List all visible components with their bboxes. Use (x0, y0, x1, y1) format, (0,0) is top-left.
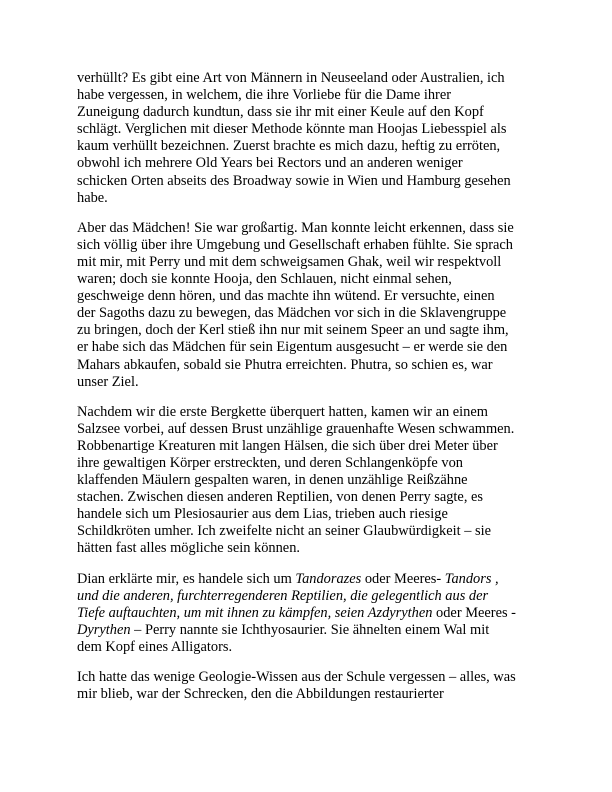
text-line (77, 669, 542, 686)
text-run: mir blieb, war der Schrecken, den die Abbildungen restaurierter (77, 686, 444, 703)
italic-run: und die anderen, furchterregenderen Reptilien, die gelegentlich aus der (77, 587, 489, 604)
text-line (77, 404, 542, 421)
text-line (77, 173, 542, 190)
text-run: stachen. Zwischen diesen anderen Reptilien, von denen Perry sagte, es (77, 489, 484, 506)
text-line (77, 155, 542, 172)
text-run: Zuneigung dadurch kundtun, dass sie ihr mit einer Keule auf den Kopf (77, 104, 484, 121)
text-line (77, 121, 542, 138)
paragraph-3 (77, 404, 542, 558)
text-line (77, 540, 542, 557)
text-line (77, 605, 542, 622)
text-run: hätten fast alles mögliche sein können. (77, 540, 300, 557)
paragraph-2 (77, 220, 542, 391)
text-line (77, 339, 542, 356)
paragraph-5 (77, 669, 542, 703)
text-run: handele sich um Plesiosaurier aus dem Lias, trieben auch riesige (77, 506, 448, 523)
text-run: kaum verhüllt bezeichnen. Zuerst brachte es mich dazu, heftig zu erröten, (77, 138, 501, 155)
text-run: verhüllt? Es gibt eine Art von Männern in Neuseeland oder Australien, ich (77, 70, 505, 86)
text-line (77, 588, 542, 605)
paragraph-4 (77, 571, 542, 656)
text-line (77, 190, 542, 207)
text-run: der Sagoths dazu zu bewegen, das Mädchen vor sich in die Sklavengruppe (77, 305, 507, 322)
text-run: mit mir, mit Perry und mit dem schweigsamen Ghak, weil wir respektvoll (77, 253, 502, 270)
text-run: habe. (77, 189, 108, 206)
text-line (77, 489, 542, 506)
text-run: schlägt. Verglichen mit dieser Methode könnte man Hoojas Liebesspiel als (77, 121, 507, 138)
italic-run: Tiefe auftauchten, um mit ihnen zu kämpfen, seien Azdyrythen (77, 604, 433, 621)
document-page (77, 70, 542, 716)
text-run: klaffenden Mäulern gespalten waren, in denen unzählige Reißzähne (77, 472, 468, 489)
text-line (77, 70, 542, 87)
text-run: oder Meeres - (432, 604, 516, 621)
italic-term: Tandors , (444, 570, 499, 587)
text-line (77, 254, 542, 271)
text-run: Dian erklärte mir, es handele sich um (77, 570, 296, 587)
text-line (77, 506, 542, 523)
text-run: sich völlig über ihre Umgebung und Gesellschaft erhaben fühlte. Sie sprach (77, 236, 513, 253)
text-run: geschweige denn hören, und das machte ihn wütend. Er versuchte, einen (77, 288, 495, 305)
text-run: Nachdem wir die erste Bergkette überquert hatten, kamen wir an einem (77, 403, 488, 420)
text-line (77, 374, 542, 391)
text-run: obwohl ich mehrere Old Years bei Rectors und an anderen weniger (77, 155, 463, 172)
text-line (77, 571, 542, 588)
text-line (77, 622, 542, 639)
text-line (77, 237, 542, 254)
text-run: waren; doch sie konnte Hooja, den Schlauen, nicht einmal sehen, (77, 271, 452, 288)
text-line (77, 322, 542, 339)
text-line (77, 305, 542, 322)
italic-term: Dyrythen (77, 621, 131, 638)
text-line (77, 639, 542, 656)
text-run: zu bringen, doch der Kerl stieß ihn nur mit seinem Speer an und sagte ihm, (77, 322, 509, 339)
text-run: Ich hatte das wenige Geologie-Wissen aus der Schule vergessen – alles, was (77, 669, 516, 685)
text-line (77, 104, 542, 121)
text-line (77, 472, 542, 489)
text-line (77, 455, 542, 472)
text-line (77, 523, 542, 540)
text-line (77, 138, 542, 155)
text-line (77, 421, 542, 438)
text-line (77, 87, 542, 104)
text-run: dem Kopf eines Alligators. (77, 638, 233, 655)
text-run: Salzsee vorbei, auf dessen Brust unzählige grauenhafte Wesen schwammen. (77, 420, 515, 437)
text-line (77, 271, 542, 288)
text-run: Aber das Mädchen! Sie war großartig. Man konnte leicht erkennen, dass sie (77, 219, 514, 236)
text-line (77, 288, 542, 305)
italic-term: Tandorazes (295, 570, 362, 587)
text-run: er habe sich das Mädchen für sein Eigentum ausgesucht – er werde sie den (77, 339, 508, 356)
text-line (77, 220, 542, 237)
text-line (77, 438, 542, 455)
text-run: Schildkröten umher. Ich zweifelte nicht an seiner Glaubwürdigkeit – sie (77, 523, 492, 540)
text-line (77, 686, 542, 703)
text-run: schicken Orten abseits des Broadway sowie in Wien und Hamburg gesehen (77, 172, 511, 189)
text-line (77, 357, 542, 374)
text-run: unser Ziel. (77, 373, 139, 390)
text-run: habe vergessen, in welchem, die ihre Vorliebe für die Dame ihrer (77, 87, 452, 104)
text-run: ihre gewaltigen Körper erstreckten, und deren Schlangenköpfe von (77, 454, 464, 471)
text-run: oder Meeres- (361, 570, 445, 587)
text-run: Mahars abkaufen, sobald sie Phutra erreichten. Phutra, so schien es, war (77, 356, 493, 373)
text-run: Robbenartige Kreaturen mit langen Hälsen, die sich über drei Meter über (77, 437, 498, 454)
text-run: – Perry nannte sie Ichthyosaurier. Sie ähnelten einem Wal mit (130, 621, 490, 638)
paragraph-1 (77, 70, 542, 207)
